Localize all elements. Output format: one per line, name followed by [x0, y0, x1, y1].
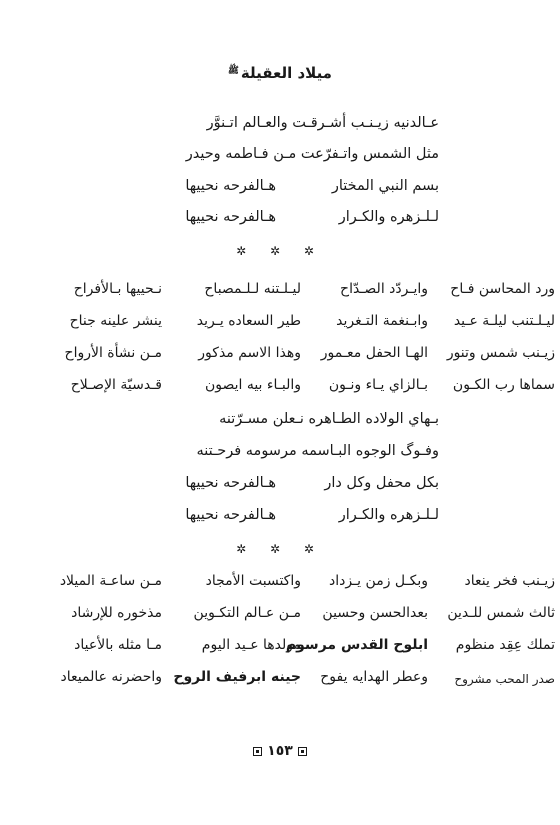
refrain-right-1: هـالفرحه نحييها — [185, 178, 276, 194]
refrain-left-2: لـلـزهره والكـرار — [338, 209, 439, 225]
verse-cell: وبكـل زمن يـزداد — [329, 573, 428, 589]
page-number-footer — [0, 743, 560, 759]
verse-cell: ورد المحاسن فـاح — [450, 281, 555, 297]
verse-cell: ليـلـتنب ليلـة عـيد — [453, 313, 555, 329]
verse-cell: جينه ابرفيف الروح — [173, 669, 301, 685]
verse-cell: مـن نشأة الأرواح — [64, 345, 162, 361]
verse-cell: مـن عـالم التكـوين — [193, 605, 301, 621]
verse-cell: مولدها عـيد اليوم — [201, 637, 301, 653]
verse-cell: ابلوح القدس مرسوم — [285, 637, 428, 653]
verse-cell: وعطر الهدايه يفوح — [320, 669, 428, 685]
stanza2-row-3 — [0, 345, 560, 369]
poem-title — [0, 64, 560, 82]
honorific-seal: ﷺ — [228, 66, 239, 76]
verse-cell: والبـاء بيه ايصون — [204, 377, 301, 393]
stanza3-row-1 — [0, 573, 560, 597]
verse-cell: ليـلـتنه لـلـمصباح — [204, 281, 301, 297]
refrain-left-3: بكل محفل وكل دار — [324, 475, 439, 491]
refrain-right-3: هـالفرحه نحييها — [185, 475, 276, 491]
verse-cell: وابـنغمة التـغريد — [336, 313, 428, 329]
verse-cell: بعدالحسن وحسين — [322, 605, 428, 621]
refrain-right-2: هـالفرحه نحييها — [185, 209, 276, 225]
verse-cell: وايـردّد الصـدّاح — [340, 281, 428, 297]
stanza2-row-1 — [0, 281, 560, 305]
verse-cell: مـن ساعـة الميلاد — [59, 573, 162, 589]
stanza3-row-4 — [0, 669, 560, 693]
refrain-left-1: بسم النبي المختار — [331, 178, 439, 194]
opening-line-2: مثل الشمس واتـفرّعت مـن فـاطمه وحيدر — [185, 146, 439, 162]
verse-cell: مذخوره للإرشاد — [71, 605, 162, 621]
page-number-ornament-icon — [298, 747, 307, 756]
stanza2-row-2 — [0, 313, 560, 337]
verse-cell: ثالث شمس للـدين — [447, 605, 555, 621]
verse-cell: تملك عِقِد منظوم — [455, 637, 555, 653]
refrain-right-4: هـالفرحه نحييها — [185, 507, 276, 523]
page-number-ornament-icon — [253, 747, 262, 756]
stanza3-row-3 — [0, 637, 560, 661]
verse-cell: واكتسبت الأمجاد — [205, 573, 301, 589]
verse-cell: زيـنب شمس وتنور — [446, 345, 555, 361]
opening-line-1: عـالدنيه زيـنـب أشـرقـت والعـالم اتـنوَّر — [206, 115, 439, 131]
verse-cell: مـا مثله بالأعياد — [74, 637, 162, 653]
verse-cell: واحضرنه عالميعاد — [60, 669, 162, 685]
verse-cell: قـدسيّة الإصـلاح — [70, 377, 162, 393]
verse-cell: وهذا الاسم مذكور — [198, 345, 301, 361]
page-number: ١٥٣ — [267, 743, 293, 759]
verse-cell: بـالزاي يـاء ونـون — [328, 377, 428, 393]
verse-cell: الهـا الحفل معـمور — [320, 345, 428, 361]
verse-cell: سماها رب الكـون — [452, 377, 555, 393]
verse-cell: صدر المحب مشروح — [454, 672, 555, 686]
verse-cell: نـحييها بـالأفراح — [73, 281, 162, 297]
separator-1: ✲ ✲ ✲ — [236, 244, 324, 258]
stanza2-line-1: بـهاي الولاده الطـاهره نـعلن مسـرّتنه — [219, 411, 439, 427]
stanza2-row-4 — [0, 377, 560, 401]
verse-cell: ينشر علينه جناح — [69, 313, 162, 329]
verse-cell: زيـنب فخر ينعاد — [464, 573, 555, 589]
separator-2: ✲ ✲ ✲ — [236, 542, 324, 556]
stanza2-line-2: وفـوگ الوجوه البـاسمه مرسومه فرحـتنه — [196, 443, 439, 459]
title-text: ميلاد العقيلة — [240, 64, 332, 82]
stanza3-row-2 — [0, 605, 560, 629]
verse-cell: طير السعاده يـريد — [196, 313, 301, 329]
refrain-left-4: لـلـزهره والكـرار — [338, 507, 439, 523]
